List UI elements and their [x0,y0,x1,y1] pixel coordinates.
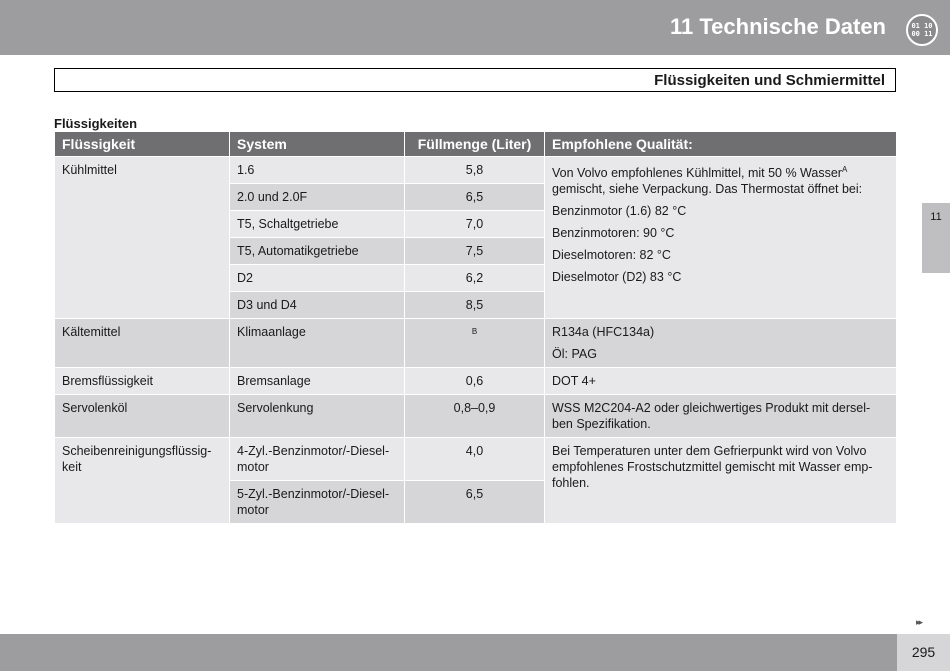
amount-cell: 6,2 [405,265,545,292]
system-cell: D2 [230,265,405,292]
table-row [55,368,897,395]
amount-cell: 4,0 [405,438,545,481]
amount-cell: 0,8–0,9 [405,395,545,438]
chapter-icon-line-2: 00 11 [911,30,933,38]
system-cell: Bremsanlage [230,368,405,395]
quality-line: R134a (HFC134a) [552,325,655,339]
fluid-cell-refrigerant: Kältemittel [55,319,230,368]
quality-line: Benzinmotor (1.6) 82 °C [552,204,687,219]
footnote-marker: A [841,165,848,174]
quality-line: Öl: PAG [552,347,597,361]
system-cell: D3 und D4 [230,292,405,319]
quality-line: Dieselmotoren: 82 °C [552,248,671,263]
quality-line: empfohlenes Frostschutzmittel gemischt mit Wasser emp- [552,460,873,474]
system-cell: T5, Automatikgetriebe [230,238,405,265]
amount-cell [405,319,545,368]
next-page-arrow-icon[interactable]: ▸▸ [916,617,922,627]
section-title-box [54,68,896,92]
table-header-row [55,132,897,157]
quality-line: Dieselmotor (D2) 83 °C [552,270,682,285]
table-subheading: Flüssigkeiten [54,116,138,131]
column-header-system: System [230,132,405,157]
system-cell: Klimaanlage [230,319,405,368]
fluid-cell-steering: Servolenköl [55,395,230,438]
quality-cell-washer [545,438,897,524]
column-header-quality: Empfohlene Qualität: [545,132,897,157]
binary-chapter-icon [906,14,938,46]
quality-line: gemischt, siehe Verpackung. Das Thermostat öffnet bei: [552,182,863,197]
table-row [55,438,897,481]
table-row [55,395,897,438]
quality-line: fohlen. [552,476,590,490]
system-cell [230,438,405,481]
header-bar [0,0,950,55]
chapter-icon-line-1: 01 10 [911,22,933,30]
amount-cell: 7,0 [405,211,545,238]
column-header-fluid: Flüssigkeit [55,132,230,157]
system-cell: 2.0 und 2.0F [230,184,405,211]
chapter-side-tab[interactable] [922,203,950,273]
system-cell [230,481,405,524]
quality-cell-coolant [545,157,897,319]
page-number-box [897,634,950,671]
system-line: motor [237,503,269,517]
system-line: 4-Zyl.-Benzinmotor/-Diesel- [237,444,390,458]
table-row [55,319,897,368]
system-cell: 1.6 [230,157,405,184]
side-tab-label: 11 [930,211,942,223]
system-line: motor [237,460,269,474]
system-cell: Servolenkung [230,395,405,438]
fluid-cell-coolant: Kühlmittel [55,157,230,319]
fluid-cell-brake: Bremsflüssigkeit [55,368,230,395]
table-row [55,157,897,184]
fluid-cell-washer [55,438,230,524]
column-header-amount: Füllmenge (Liter) [405,132,545,157]
quality-cell-steering [545,395,897,438]
chapter-title: 11 Technische Daten [669,14,886,39]
quality-cell-brake: DOT 4+ [545,368,897,395]
amount-cell: 0,6 [405,368,545,395]
amount-cell: 6,5 [405,481,545,524]
quality-cell-refrigerant [545,319,897,368]
amount-cell: 5,8 [405,157,545,184]
system-line: 5-Zyl.-Benzinmotor/-Diesel- [237,487,390,501]
quality-line-wrapper [552,162,889,181]
quality-line: ben Spezifikation. [552,417,651,431]
footer-bar [0,634,897,671]
page-number: 295 [911,644,936,660]
quality-line: Benzinmotoren: 90 °C [552,226,675,241]
fluid-line: Scheibenreinigungsflüssig- [62,444,212,458]
amount-cell: 6,5 [405,184,545,211]
fluids-table [54,131,897,524]
quality-line: Von Volvo empfohlenes Kühlmittel, mit 50 % Wasser [552,166,842,181]
system-cell: T5, Schaltgetriebe [230,211,405,238]
amount-cell: 8,5 [405,292,545,319]
quality-line: WSS M2C204-A2 oder gleichwertiges Produkt mit dersel- [552,401,871,415]
section-title: Flüssigkeiten und Schmiermittel [654,72,885,89]
quality-line: Bei Temperaturen unter dem Gefrierpunkt wird von Volvo [552,444,867,458]
amount-cell: 7,5 [405,238,545,265]
fluid-line: keit [62,460,82,474]
footnote-marker: B [471,327,478,336]
